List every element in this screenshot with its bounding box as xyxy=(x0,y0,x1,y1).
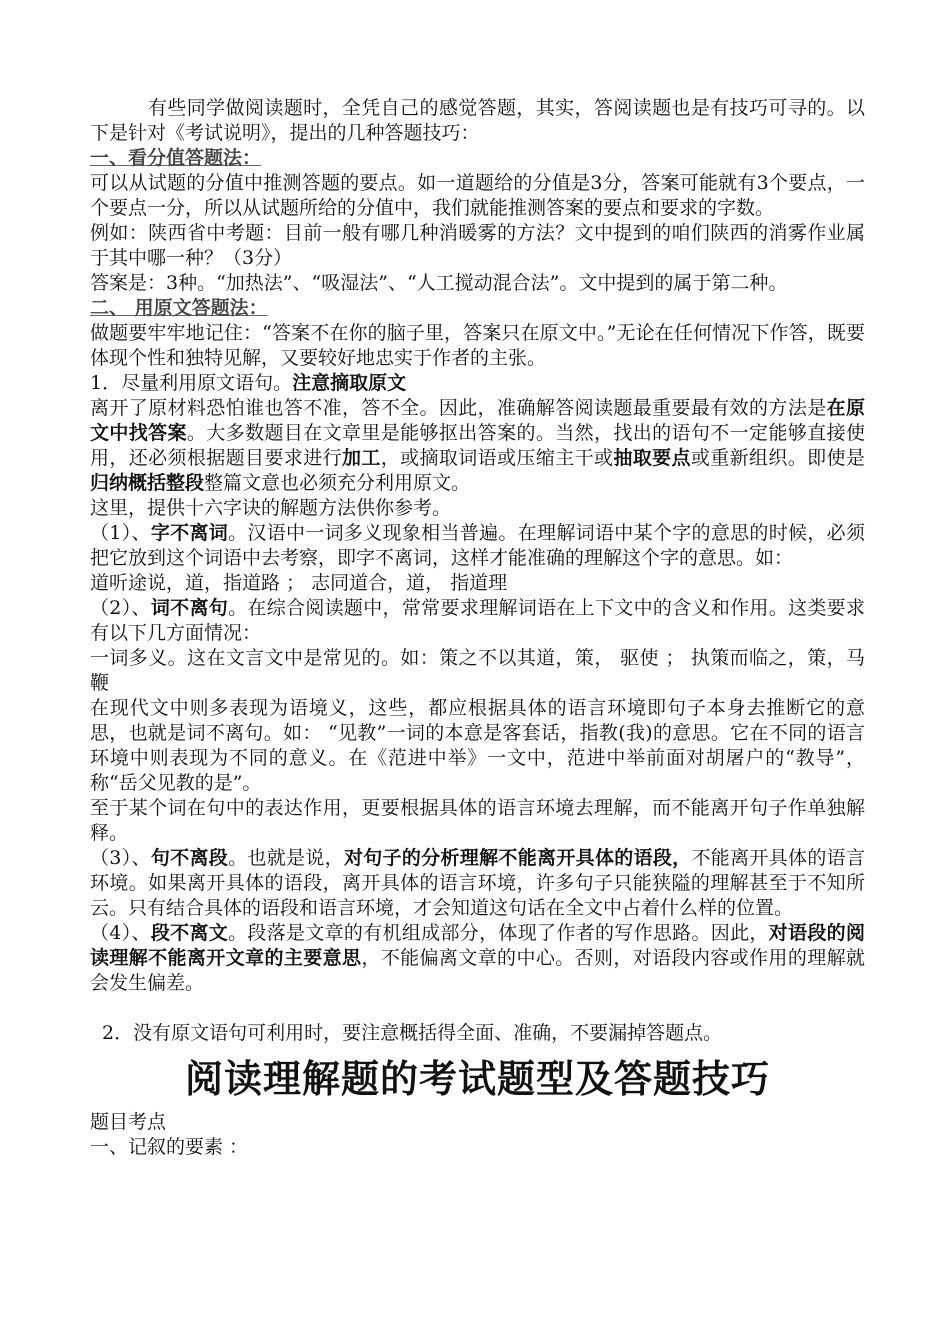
section1-example: 例如：陕西省中考题：目前一般有哪几种消暖雾的方法？文中提到的咱们陕西的消雾作业属于其中哪一种？（3分） xyxy=(90,222,865,269)
tip2-text: 。在综合阅读题中，常常要求理解词语在上下文中的含义和作用。这类要求有以下几方面情况： xyxy=(90,597,865,644)
tip3-paragraph xyxy=(90,846,865,921)
section1-body: 可以从试题的分值中推测答题的要点。如一道题给的分值是3分，答案可能就有3个要点，一个要点一分，所以从试题所给的分值中，我们就能推测答案的要点和要求的字数。 xyxy=(90,172,865,219)
tip1-paragraph xyxy=(90,521,865,571)
tip3-bold-1: 句不离段 xyxy=(150,847,229,869)
tip2-num: （2）、 xyxy=(90,597,151,619)
section-heading-original xyxy=(90,296,865,321)
tip4-num: （4）、 xyxy=(90,922,151,944)
section1-heading: 一、看分值答题法： xyxy=(90,147,262,169)
point1-line xyxy=(90,371,865,396)
point1-num: 1．尽量利用原文语句。 xyxy=(90,372,293,394)
tip2-bold: 词不离句 xyxy=(150,597,229,619)
para-bold-2: 加工 xyxy=(341,447,381,469)
tip1-bold: 字不离词 xyxy=(150,522,229,544)
original-text-paragraph xyxy=(90,396,865,496)
tips-intro: 这里，提供十六字诀的解题方法供你参考。 xyxy=(90,497,452,519)
para-bold-4: 归纳概括整段 xyxy=(90,472,205,494)
section1-answer: 答案是：3种。“加热法”、“吸湿法”、“人工搅动混合法”。文中提到的属于第二种。 xyxy=(90,272,788,294)
tip4-text-2: ，不能偏离文章的中心。否则，对语段内容或作用的理解就会发生偏差。 xyxy=(90,947,865,994)
tip4-text-1: 。段落是文章的有机组成部分，体现了作者的写作思路。因此， xyxy=(228,922,769,944)
tip3-num: （3）、 xyxy=(90,847,151,869)
tip4-bold-2: 对语段的阅读理解不能离开文章的主要意思 xyxy=(90,922,865,969)
intro-paragraph: 有些同学做阅读题时，全凭自己的感觉答题，其实，答阅读题也是有技巧可寻的。以下是针对《考试说明》，提出的几种答题技巧： xyxy=(90,97,865,144)
tip3-text-2: 不能离开具体的语言环境。如果离开具体的语段，离开具体的语言环境，许多句子只能狭隘的理解甚至于不知所云。只有结合具体的语段和语言环境，才会知道这句话在全文中占着什么样的位置。 xyxy=(90,847,865,919)
section2-heading: 二、 用原文答题法： xyxy=(90,297,268,319)
topic1-line: 一、记叙的要素 ： xyxy=(90,1136,249,1158)
topic-label: 题目考点 xyxy=(90,1111,167,1133)
tip2-polysemy: 一词多义。这在文言文中是常见的。如：策之不以其道，策， 驱使 ； 执策而临之，策，马鞭 xyxy=(90,647,865,694)
tip1-example: 道听途说，道，指道路 ； 志同道合，道， 指道理 xyxy=(90,572,508,594)
section2-body: 做题要牢牢地记住：“答案不在你的脑子里，答案只在原文中。”无论在任何情况下作答，既要体现个性和独特见解，又要较好地忠实于作者的主张。 xyxy=(90,322,865,369)
point2-line: 2．没有原文语句可利用时，要注意概括得全面、准确，不要漏掉答题点。 xyxy=(102,1022,723,1044)
tip1-num: （1）、 xyxy=(90,522,151,544)
section-heading-score xyxy=(90,146,865,171)
para-text-5: 整篇文意也必须充分利用原文。 xyxy=(204,472,471,494)
para-text-2: 。大多数题目在文章里是能够抠出答案的。当然，找出的语句不一定能够直接使用，还必须根据题目要求进行 xyxy=(90,422,865,469)
para-text-1: 离开了原材料恐怕谁也答不准，答不全。因此，准确解答阅读题最重要最有效的方法是 xyxy=(90,397,827,419)
para-text-4: 或重新组织。即使是 xyxy=(690,447,865,469)
point1-bold: 注意摘取原文 xyxy=(292,372,407,394)
tip3-text-1: 。也就是说， xyxy=(228,847,344,869)
tip1-text: 。汉语中一词多义现象相当普遍。在理解词语中某个字的意思的时候，必须把它放到这个词语中去考察，即字不离词，这样才能准确的理解这个字的意思。如： xyxy=(90,522,865,569)
tip2-paragraph xyxy=(90,596,865,646)
section-title: 阅读理解题的考试题型及答题技巧 xyxy=(184,1056,770,1101)
tip3-bold-2: 对句子的分析理解不能离开具体的语段， xyxy=(343,847,692,869)
tip4-paragraph xyxy=(90,921,865,996)
tip2-modern: 在现代文中则多表现为语境义，这些，都应根据具体的语言环境即句子本身去推断它的意思，也就是词不离句。如： “见教”一词的本意是客套话，指教(我)的意思。它在不同的语言环境中则表现为不同的意义。在《范进中举》一文中，范进中举前面对胡屠户的“教导”，称“岳父见教的是”。 xyxy=(90,697,865,794)
para-bold-3: 抽取要点 xyxy=(613,447,691,469)
tip4-bold-1: 段不离文 xyxy=(150,922,229,944)
tip2-function: 至于某个词在句中的表达作用，更要根据具体的语言环境去理解，而不能离开句子作单独解释。 xyxy=(90,797,865,844)
document-content xyxy=(90,96,865,1160)
para-text-3: ，或摘取词语或压缩主干或 xyxy=(380,447,614,469)
para-bold-1: 在原文中找答案 xyxy=(90,397,865,444)
spacer xyxy=(90,996,865,1021)
